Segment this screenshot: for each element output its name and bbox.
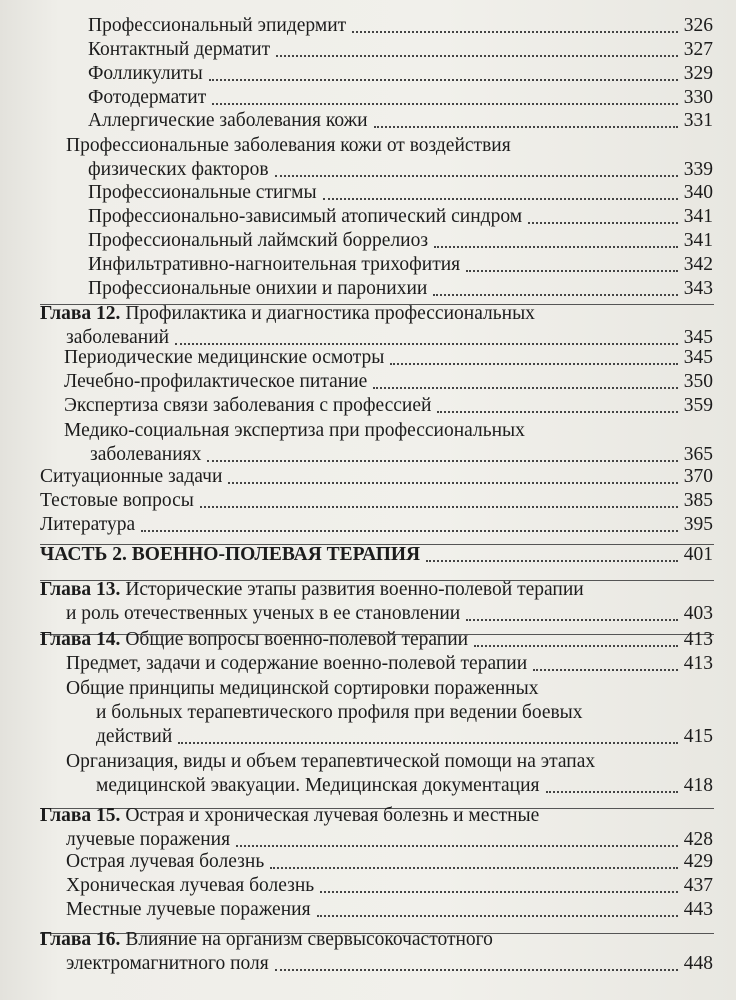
page-number: 340 xyxy=(683,182,713,203)
page-number: 443 xyxy=(683,899,713,920)
page-number: 342 xyxy=(683,254,713,275)
toc-chapter-12 xyxy=(40,302,713,350)
page-number: 413 xyxy=(683,629,713,650)
page-number: 428 xyxy=(683,829,713,850)
toc-entry xyxy=(64,394,713,418)
entry-title: Хроническая лучевая болезнь xyxy=(66,875,315,896)
page-number: 350 xyxy=(683,371,713,392)
page-number: 403 xyxy=(683,603,713,624)
entry-title: Лечебно-профилактическое питание xyxy=(64,371,368,392)
entry-title: Ситуационные задачи xyxy=(40,466,223,487)
toc-entry xyxy=(88,86,713,110)
entry-title-line: Организация, виды и объем терапевтической помощи на этапах xyxy=(66,751,596,772)
page-number: 341 xyxy=(683,230,713,251)
page-number: 345 xyxy=(683,327,713,348)
page-number: 385 xyxy=(683,490,713,511)
entry-title: Профессионально-зависимый атопический синдром xyxy=(88,206,523,227)
toc-entry xyxy=(64,346,713,370)
toc-entry xyxy=(66,652,713,676)
entry-title: Контактный дерматит xyxy=(88,39,271,60)
entry-title: Экспертиза связи заболевания с профессией xyxy=(64,395,432,416)
page-number: 418 xyxy=(683,775,713,796)
page-number: 359 xyxy=(683,395,713,416)
page-number: 437 xyxy=(683,875,713,896)
chapter-label: Глава 14. xyxy=(40,629,121,650)
part-title: ЧАСТЬ 2. ВОЕННО-ПОЛЕВАЯ ТЕРАПИЯ xyxy=(40,544,421,565)
chapter-title-line: Исторические этапы развития военно-полевой терапии xyxy=(120,579,584,600)
chapter-title-line: Влияние на организм свервысокочастотного xyxy=(120,929,493,950)
toc-entry xyxy=(66,750,713,798)
toc-entry xyxy=(88,14,713,38)
chapter-title: Общие вопросы военно-полевой терапии xyxy=(120,629,469,650)
toc-entry xyxy=(66,874,713,898)
chapter-title-line: и роль отечественных ученых в ее становлении xyxy=(66,603,461,624)
toc-part-2 xyxy=(40,543,713,567)
chapter-title-line: лучевые поражения xyxy=(66,829,231,850)
page-number: 415 xyxy=(683,726,713,747)
chapter-title-line: электромагнитного поля xyxy=(66,953,269,974)
page-number: 339 xyxy=(683,159,713,180)
page-number: 327 xyxy=(683,39,713,60)
page-number: 395 xyxy=(683,514,713,535)
toc-entry xyxy=(40,489,713,513)
chapter-label: Глава 12. xyxy=(40,303,121,324)
entry-title: Профессиональные онихии и паронихии xyxy=(88,278,428,299)
toc-entry xyxy=(64,370,713,394)
page-number: 330 xyxy=(683,87,713,108)
toc-entry xyxy=(88,38,713,62)
toc-chapter-13 xyxy=(40,578,713,626)
entry-title: Литература xyxy=(40,514,136,535)
page-number: 429 xyxy=(683,851,713,872)
page-number: 370 xyxy=(683,466,713,487)
page-number: 329 xyxy=(683,63,713,84)
entry-title: Фотодерматит xyxy=(88,87,207,108)
toc-entry xyxy=(88,253,713,277)
toc-entry xyxy=(66,898,713,922)
entry-title-line: Профессиональные заболевания кожи от воздействия xyxy=(66,135,511,156)
entry-title: Аллергические заболевания кожи xyxy=(88,110,368,131)
entry-title: Тестовые вопросы xyxy=(40,490,194,511)
toc-chapter-14 xyxy=(40,628,713,652)
toc-entry xyxy=(40,513,713,537)
entry-title: Фолликулиты xyxy=(88,63,203,84)
entry-title: Профессиональные стигмы xyxy=(88,182,317,203)
entry-title: Местные лучевые поражения xyxy=(66,899,311,920)
toc-entry xyxy=(66,134,713,182)
page-number: 413 xyxy=(683,653,713,674)
page-number: 401 xyxy=(683,544,713,565)
entry-title-line: действий xyxy=(96,726,173,747)
entry-title: Инфильтративно-нагноительная трихофития xyxy=(88,254,461,275)
page-number: 345 xyxy=(683,347,713,368)
entry-title-line: Медико-социальная экспертиза при профессиональных xyxy=(64,420,525,441)
entry-title: Периодические медицинские осмотры xyxy=(64,347,385,368)
toc-entry xyxy=(88,277,713,301)
entry-title: Профессиональный лаймский боррелиоз xyxy=(88,230,429,251)
chapter-title-line: Профилактика и диагностика профессиональных xyxy=(120,303,535,324)
toc-entry xyxy=(88,205,713,229)
chapter-label: Глава 13. xyxy=(40,579,121,600)
page-number: 341 xyxy=(683,206,713,227)
chapter-label: Глава 16. xyxy=(40,929,121,950)
toc-entry xyxy=(64,419,713,467)
toc-entry xyxy=(88,181,713,205)
toc-entry xyxy=(40,465,713,489)
page-number: 365 xyxy=(683,444,713,465)
page-number: 343 xyxy=(683,278,713,299)
entry-title-line: Общие принципы медицинской сортировки пораженных xyxy=(66,678,539,699)
chapter-label: Глава 15. xyxy=(40,805,121,826)
entry-title-line: физических факторов xyxy=(88,159,269,180)
entry-title: Острая лучевая болезнь xyxy=(66,851,265,872)
entry-title-line: медицинской эвакуации. Медицинская документация xyxy=(96,775,540,796)
toc-chapter-15 xyxy=(40,804,713,852)
toc-entry xyxy=(66,850,713,874)
page-number: 448 xyxy=(683,953,713,974)
toc-entry xyxy=(88,229,713,253)
entry-title: Предмет, задачи и содержание военно-полевой терапии xyxy=(66,653,528,674)
chapter-title-line: заболеваний xyxy=(66,327,170,348)
toc-entry xyxy=(88,109,713,133)
entry-title-line: и больных терапевтического профиля при ведении боевых xyxy=(96,702,583,723)
entry-title: Профессиональный эпидермит xyxy=(88,15,347,36)
toc-entry xyxy=(66,677,713,749)
entry-title-line: заболеваниях xyxy=(90,444,202,465)
toc-chapter-16 xyxy=(40,928,713,976)
toc-entry xyxy=(88,62,713,86)
page-number: 326 xyxy=(683,15,713,36)
chapter-title-line: Острая и хроническая лучевая болезнь и местные xyxy=(120,805,540,826)
page-number: 331 xyxy=(683,110,713,131)
